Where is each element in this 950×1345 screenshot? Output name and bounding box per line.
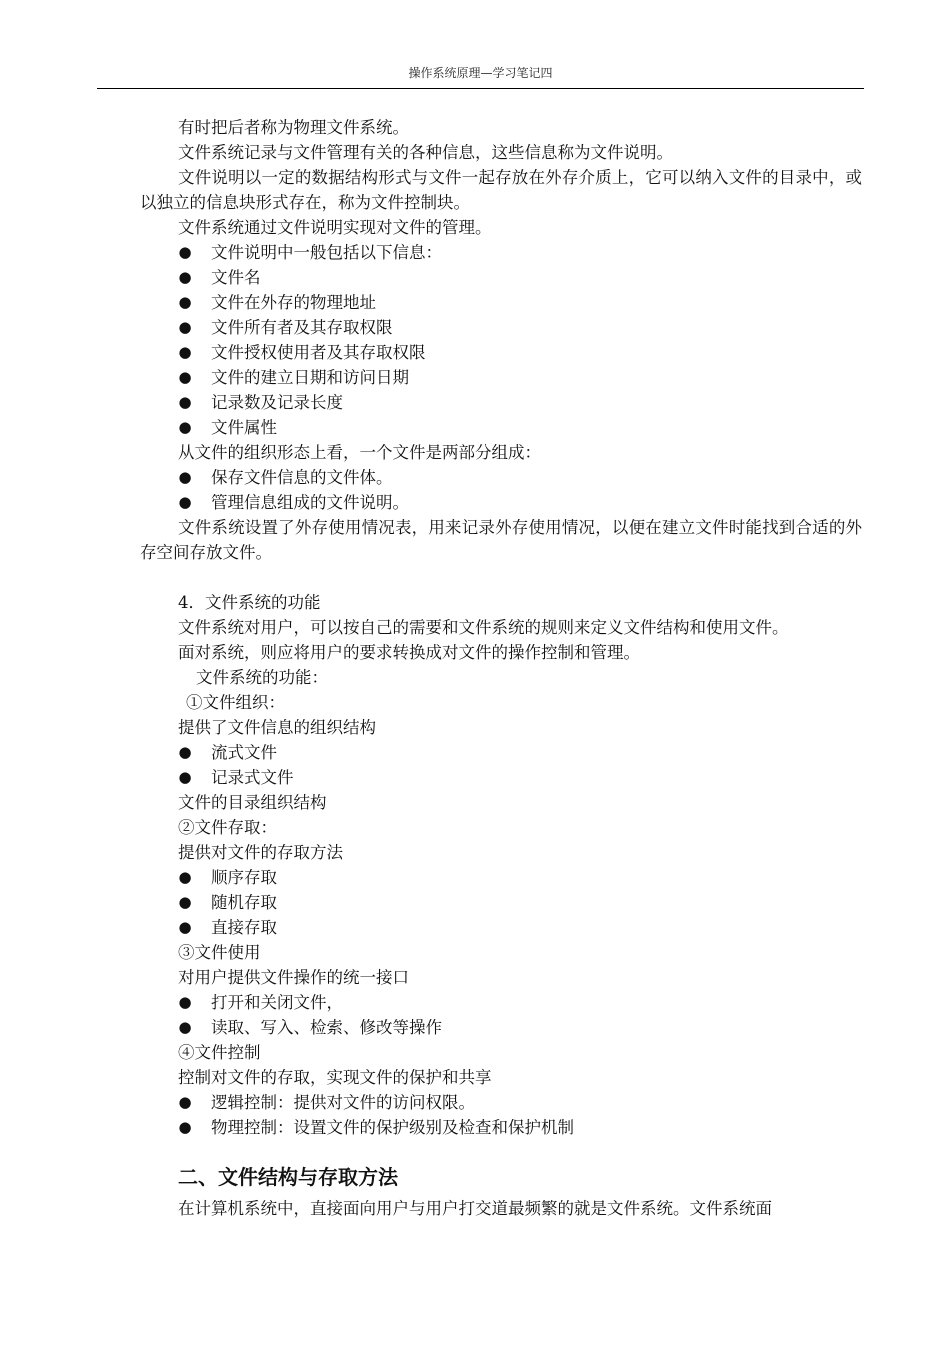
subsection-heading: ②文件存取： (178, 818, 277, 837)
bullet-icon: ● (178, 243, 192, 261)
paragraph: 文件说明以一定的数据结构形式与文件一起存放在外存介质上，它可以纳入文件的目录中，或以独立的信息块形式存在，称为文件控制块。 (140, 168, 862, 212)
list-item (140, 915, 862, 940)
paragraph: 文件系统的功能： (196, 668, 328, 687)
bullet-icon: ● (178, 418, 192, 436)
paragraph: 控制对文件的存取，实现文件的保护和共享 (178, 1068, 492, 1087)
bullet-icon: ● (178, 993, 192, 1011)
bullet-icon: ● (178, 868, 192, 886)
list-item (140, 890, 862, 915)
list-item-text: 文件名 (211, 268, 261, 287)
subsection-heading: ④文件控制 (178, 1043, 261, 1062)
list-item (140, 240, 862, 265)
paragraph: 对用户提供文件操作的统一接口 (178, 968, 409, 987)
list-item-text: 打开和关闭文件， (211, 993, 343, 1012)
bullet-icon: ● (178, 318, 192, 336)
list-item-text: 顺序存取 (211, 868, 277, 887)
bullet-icon: ● (178, 493, 192, 511)
paragraph: 文件系统记录与文件管理有关的各种信息，这些信息称为文件说明。 (178, 143, 673, 162)
list-item (140, 990, 862, 1015)
list-item-text: 记录式文件 (211, 768, 294, 787)
bullet-icon: ● (178, 743, 192, 761)
list-item (140, 765, 862, 790)
bullet-icon: ● (178, 1118, 192, 1136)
bullet-icon: ● (178, 893, 192, 911)
bullet-icon: ● (178, 393, 192, 411)
bullet-icon: ● (178, 1093, 192, 1111)
chapter-heading: 二、文件结构与存取方法 (178, 1165, 398, 1189)
bullet-icon: ● (178, 468, 192, 486)
paragraph: 文件系统对用户，可以按自己的需要和文件系统的规则来定义文件结构和使用文件。 (178, 618, 789, 637)
list-item-text: 流式文件 (211, 743, 277, 762)
paragraph: 提供对文件的存取方法 (178, 843, 343, 862)
header-rule (97, 88, 864, 89)
list-item (140, 415, 862, 440)
list-item (140, 865, 862, 890)
bullet-icon: ● (178, 368, 192, 386)
list-item-text: 文件属性 (211, 418, 277, 437)
paragraph: 文件系统设置了外存使用情况表，用来记录外存使用情况，以便在建立文件时能找到合适的外存空间存放文件。 (140, 518, 862, 562)
list-item-text: 物理控制：设置文件的保护级别及检查和保护机制 (211, 1118, 574, 1137)
list-item (140, 465, 862, 490)
bullet-icon: ● (178, 918, 192, 936)
list-item (140, 365, 862, 390)
list-item-text: 文件在外存的物理地址 (211, 293, 376, 312)
list-item (140, 390, 862, 415)
list-item (140, 740, 862, 765)
list-item-text: 逻辑控制：提供对文件的访问权限。 (211, 1093, 475, 1112)
paragraph: 文件系统通过文件说明实现对文件的管理。 (178, 218, 492, 237)
bullet-icon: ● (178, 268, 192, 286)
list-item-text: 记录数及记录长度 (211, 393, 343, 412)
list-item (140, 490, 862, 515)
bullet-icon: ● (178, 1018, 192, 1036)
list-item-text: 直接存取 (211, 918, 277, 937)
spacer (140, 565, 862, 590)
list-item (140, 1090, 862, 1115)
list-item (140, 1115, 862, 1140)
list-item-text: 保存文件信息的文件体。 (211, 468, 393, 487)
document-body (140, 115, 862, 1221)
list-item (140, 315, 862, 340)
list-item-text: 文件说明中一般包括以下信息： (211, 243, 442, 262)
list-item (140, 265, 862, 290)
page-header: 操作系统原理—学习笔记四 (408, 66, 553, 80)
list-item-text: 文件授权使用者及其存取权限 (211, 343, 426, 362)
paragraph: 从文件的组织形态上看，一个文件是两部分组成： (178, 443, 541, 462)
list-item-text: 管理信息组成的文件说明。 (211, 493, 409, 512)
list-item (140, 340, 862, 365)
section-heading: 4．文件系统的功能 (178, 593, 321, 612)
list-item-text: 文件所有者及其存取权限 (211, 318, 393, 337)
bullet-icon: ● (178, 293, 192, 311)
paragraph: 有时把后者称为物理文件系统。 (178, 118, 409, 137)
list-item (140, 290, 862, 315)
paragraph: 提供了文件信息的组织结构 (178, 718, 376, 737)
paragraph: 文件的目录组织结构 (178, 793, 327, 812)
list-item-text: 文件的建立日期和访问日期 (211, 368, 409, 387)
list-item-text: 读取、写入、检索、修改等操作 (211, 1018, 442, 1037)
paragraph: 在计算机系统中，直接面向用户与用户打交道最频繁的就是文件系统。文件系统面 (178, 1199, 772, 1218)
list-item (140, 1015, 862, 1040)
bullet-icon: ● (178, 768, 192, 786)
bullet-icon: ● (178, 343, 192, 361)
paragraph: 面对系统，则应将用户的要求转换成对文件的操作控制和管理。 (178, 643, 640, 662)
subsection-heading: ①文件组织： (186, 693, 285, 712)
list-item-text: 随机存取 (211, 893, 277, 912)
subsection-heading: ③文件使用 (178, 943, 261, 962)
